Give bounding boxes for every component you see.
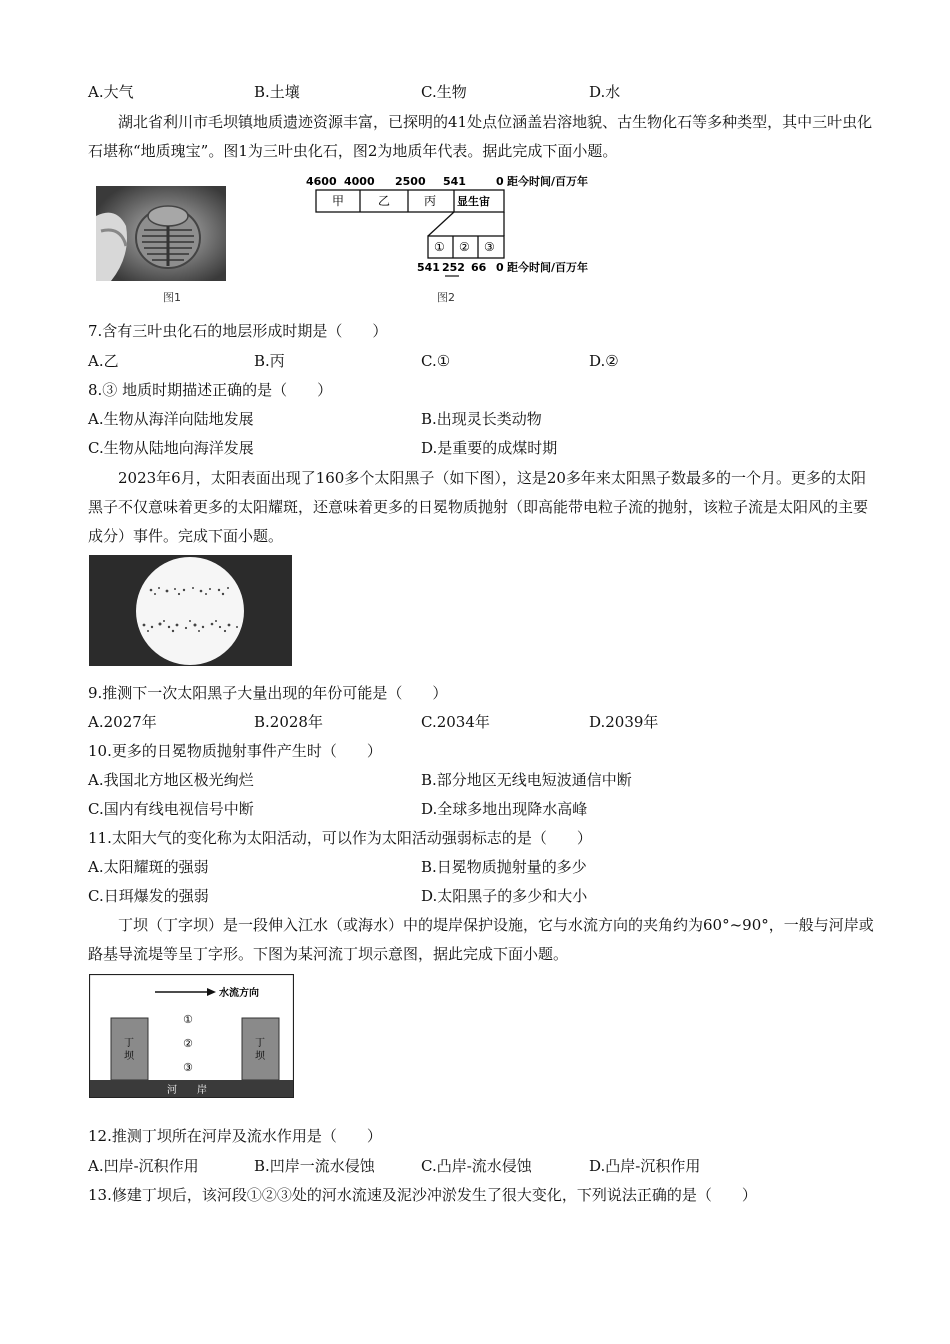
sub-cell-2: ② xyxy=(459,240,470,254)
point-2: ② xyxy=(183,1037,193,1050)
bottom-axis-label: 距今时间/百万年 xyxy=(507,261,589,274)
top-tick-0: 0 xyxy=(496,175,504,188)
q7-option-d: D.② xyxy=(589,352,619,370)
top-tick-541: 541 xyxy=(443,175,466,188)
q10-stem: 10.更多的日冕物质抛射事件产生时（ ） xyxy=(88,742,382,760)
q11-option-c: C.日珥爆发的强弱 xyxy=(88,887,209,905)
q8-option-b: B.出现灵长类动物 xyxy=(421,410,542,428)
q7-option-a: A.乙 xyxy=(88,352,119,370)
top-tick-4000: 4000 xyxy=(344,175,375,188)
fig1-trilobite-photo xyxy=(96,186,226,281)
top-tick-4600: 4600 xyxy=(306,175,337,188)
bank-label: 河 岸 xyxy=(167,1085,207,1096)
bottom-tick-541: 541 xyxy=(417,261,440,274)
spur-dike-right xyxy=(242,1018,279,1080)
sun-disk-icon xyxy=(89,555,292,666)
q9-option-d: D.2039年 xyxy=(589,713,659,731)
q11-option-d: D.太阳黑子的多少和大小 xyxy=(421,887,588,905)
q10-option-b: B.部分地区无线电短波通信中断 xyxy=(421,771,632,789)
dam-label-left-2: 坝 xyxy=(124,1051,134,1062)
flow-direction-label: 水流方向 xyxy=(219,988,259,999)
bottom-tick-0: 0 xyxy=(496,261,504,274)
q7-option-c: C.① xyxy=(421,352,451,370)
bottom-tick-252: 252 xyxy=(442,261,465,274)
q9-option-b: B.2028年 xyxy=(254,713,323,731)
q7-option-b: B.丙 xyxy=(254,352,285,370)
fig3-sunspot-image xyxy=(89,555,292,666)
dam-label-right-2: 坝 xyxy=(255,1051,265,1062)
q6-option-b: B.土壤 xyxy=(254,83,300,101)
q8-option-a: A.生物从海洋向陆地发展 xyxy=(88,410,254,428)
q8-option-c: C.生物从陆地向海洋发展 xyxy=(88,439,254,457)
q11-stem: 11.太阳大气的变化称为太阳活动，可以作为太阳活动强弱标志的是（ ） xyxy=(88,829,592,847)
sub-cell-3: ③ xyxy=(484,240,495,254)
q12-stem: 12.推测丁坝所在河岸及流水作用是（ ） xyxy=(88,1127,382,1145)
dam-label-left-1: 丁 xyxy=(124,1038,134,1049)
q13-stem: 13.修建丁坝后，该河段①②③处的河水流速及泥沙冲淤发生了很大变化，下列说法正确的是（ ） xyxy=(88,1186,757,1204)
q6-option-d: D.水 xyxy=(589,83,621,101)
cell-yi: 乙 xyxy=(378,194,391,208)
q8-option-d: D.是重要的成煤时期 xyxy=(421,439,558,457)
cell-bing: 丙 xyxy=(424,194,437,208)
q7-stem: 7.含有三叶虫化石的地层形成时期是（ ） xyxy=(88,322,388,340)
top-tick-2500: 2500 xyxy=(395,175,426,188)
bottom-tick-66: 66 xyxy=(471,261,487,274)
passage-sunspots: 2023年6月，太阳表面出现了160多个太阳黑子（如下图），这是20多年来太阳黑子数最多的一个月。更多的太阳黑子不仅意味着更多的太阳耀斑，还意味着更多的日冕物质抛射（即高能带电粒子流的抛射，该粒子流是太阳风的主要成分）事件。完成下面小题。 xyxy=(88,469,869,545)
top-axis-label: 距今时间/百万年 xyxy=(507,175,589,188)
q12-option-a: A.凹岸-沉积作用 xyxy=(88,1157,199,1175)
q11-option-b: B.日冕物质抛射量的多少 xyxy=(421,858,587,876)
fig1-caption: 图1 xyxy=(163,291,181,304)
q9-stem: 9.推测下一次太阳黑子大量出现的年份可能是（ ） xyxy=(88,684,448,702)
q10-option-c: C.国内有线电视信号中断 xyxy=(88,800,254,818)
q12-option-b: B.凹岸一流水侵蚀 xyxy=(254,1157,375,1175)
passage-trilobite: 湖北省利川市毛坝镇地质遗迹资源丰富，已探明的41处点位涵盖岩溶地貌、古生物化石等多种类型，其中三叶虫化石堪称“地质瑰宝”。图1为三叶虫化石，图2为地质年代表。据此完成下面小题。 xyxy=(88,113,873,160)
fig2-caption: 图2 xyxy=(437,291,455,304)
cell-phanerozoic: 显生宙 xyxy=(457,195,490,208)
q11-option-a: A.太阳耀斑的强弱 xyxy=(88,858,209,876)
cell-jia: 甲 xyxy=(332,194,345,208)
q6-option-c: C.生物 xyxy=(421,83,467,101)
fig2-geologic-timescale xyxy=(300,170,620,280)
spur-dike-left xyxy=(111,1018,148,1080)
q10-option-d: D.全球多地出现降水高峰 xyxy=(421,800,588,818)
passage-spur-dike: 丁坝（丁字坝）是一段伸入江水（或海水）中的堤岸保护设施，它与水流方向的夹角约为60°~90°，一般与河岸或路基导流堤等呈丁字形。下图为某河流丁坝示意图，据此完成下面小题。 xyxy=(88,916,874,963)
q10-option-a: A.我国北方地区极光绚烂 xyxy=(88,771,254,789)
q9-option-a: A.2027年 xyxy=(88,713,157,731)
point-1: ① xyxy=(183,1013,193,1026)
q12-option-c: C.凸岸-流水侵蚀 xyxy=(421,1157,532,1175)
fig4-spur-dike-diagram xyxy=(89,974,294,1098)
q6-option-a: A.大气 xyxy=(88,83,134,101)
dam-label-right-1: 丁 xyxy=(255,1038,265,1049)
sub-cell-1: ① xyxy=(434,240,445,254)
q8-stem: 8.③ 地质时期描述正确的是（ ） xyxy=(88,381,333,399)
trilobite-fossil-icon xyxy=(96,186,226,281)
point-3: ③ xyxy=(183,1061,193,1074)
q12-option-d: D.凸岸-沉积作用 xyxy=(589,1157,701,1175)
q9-option-c: C.2034年 xyxy=(421,713,490,731)
